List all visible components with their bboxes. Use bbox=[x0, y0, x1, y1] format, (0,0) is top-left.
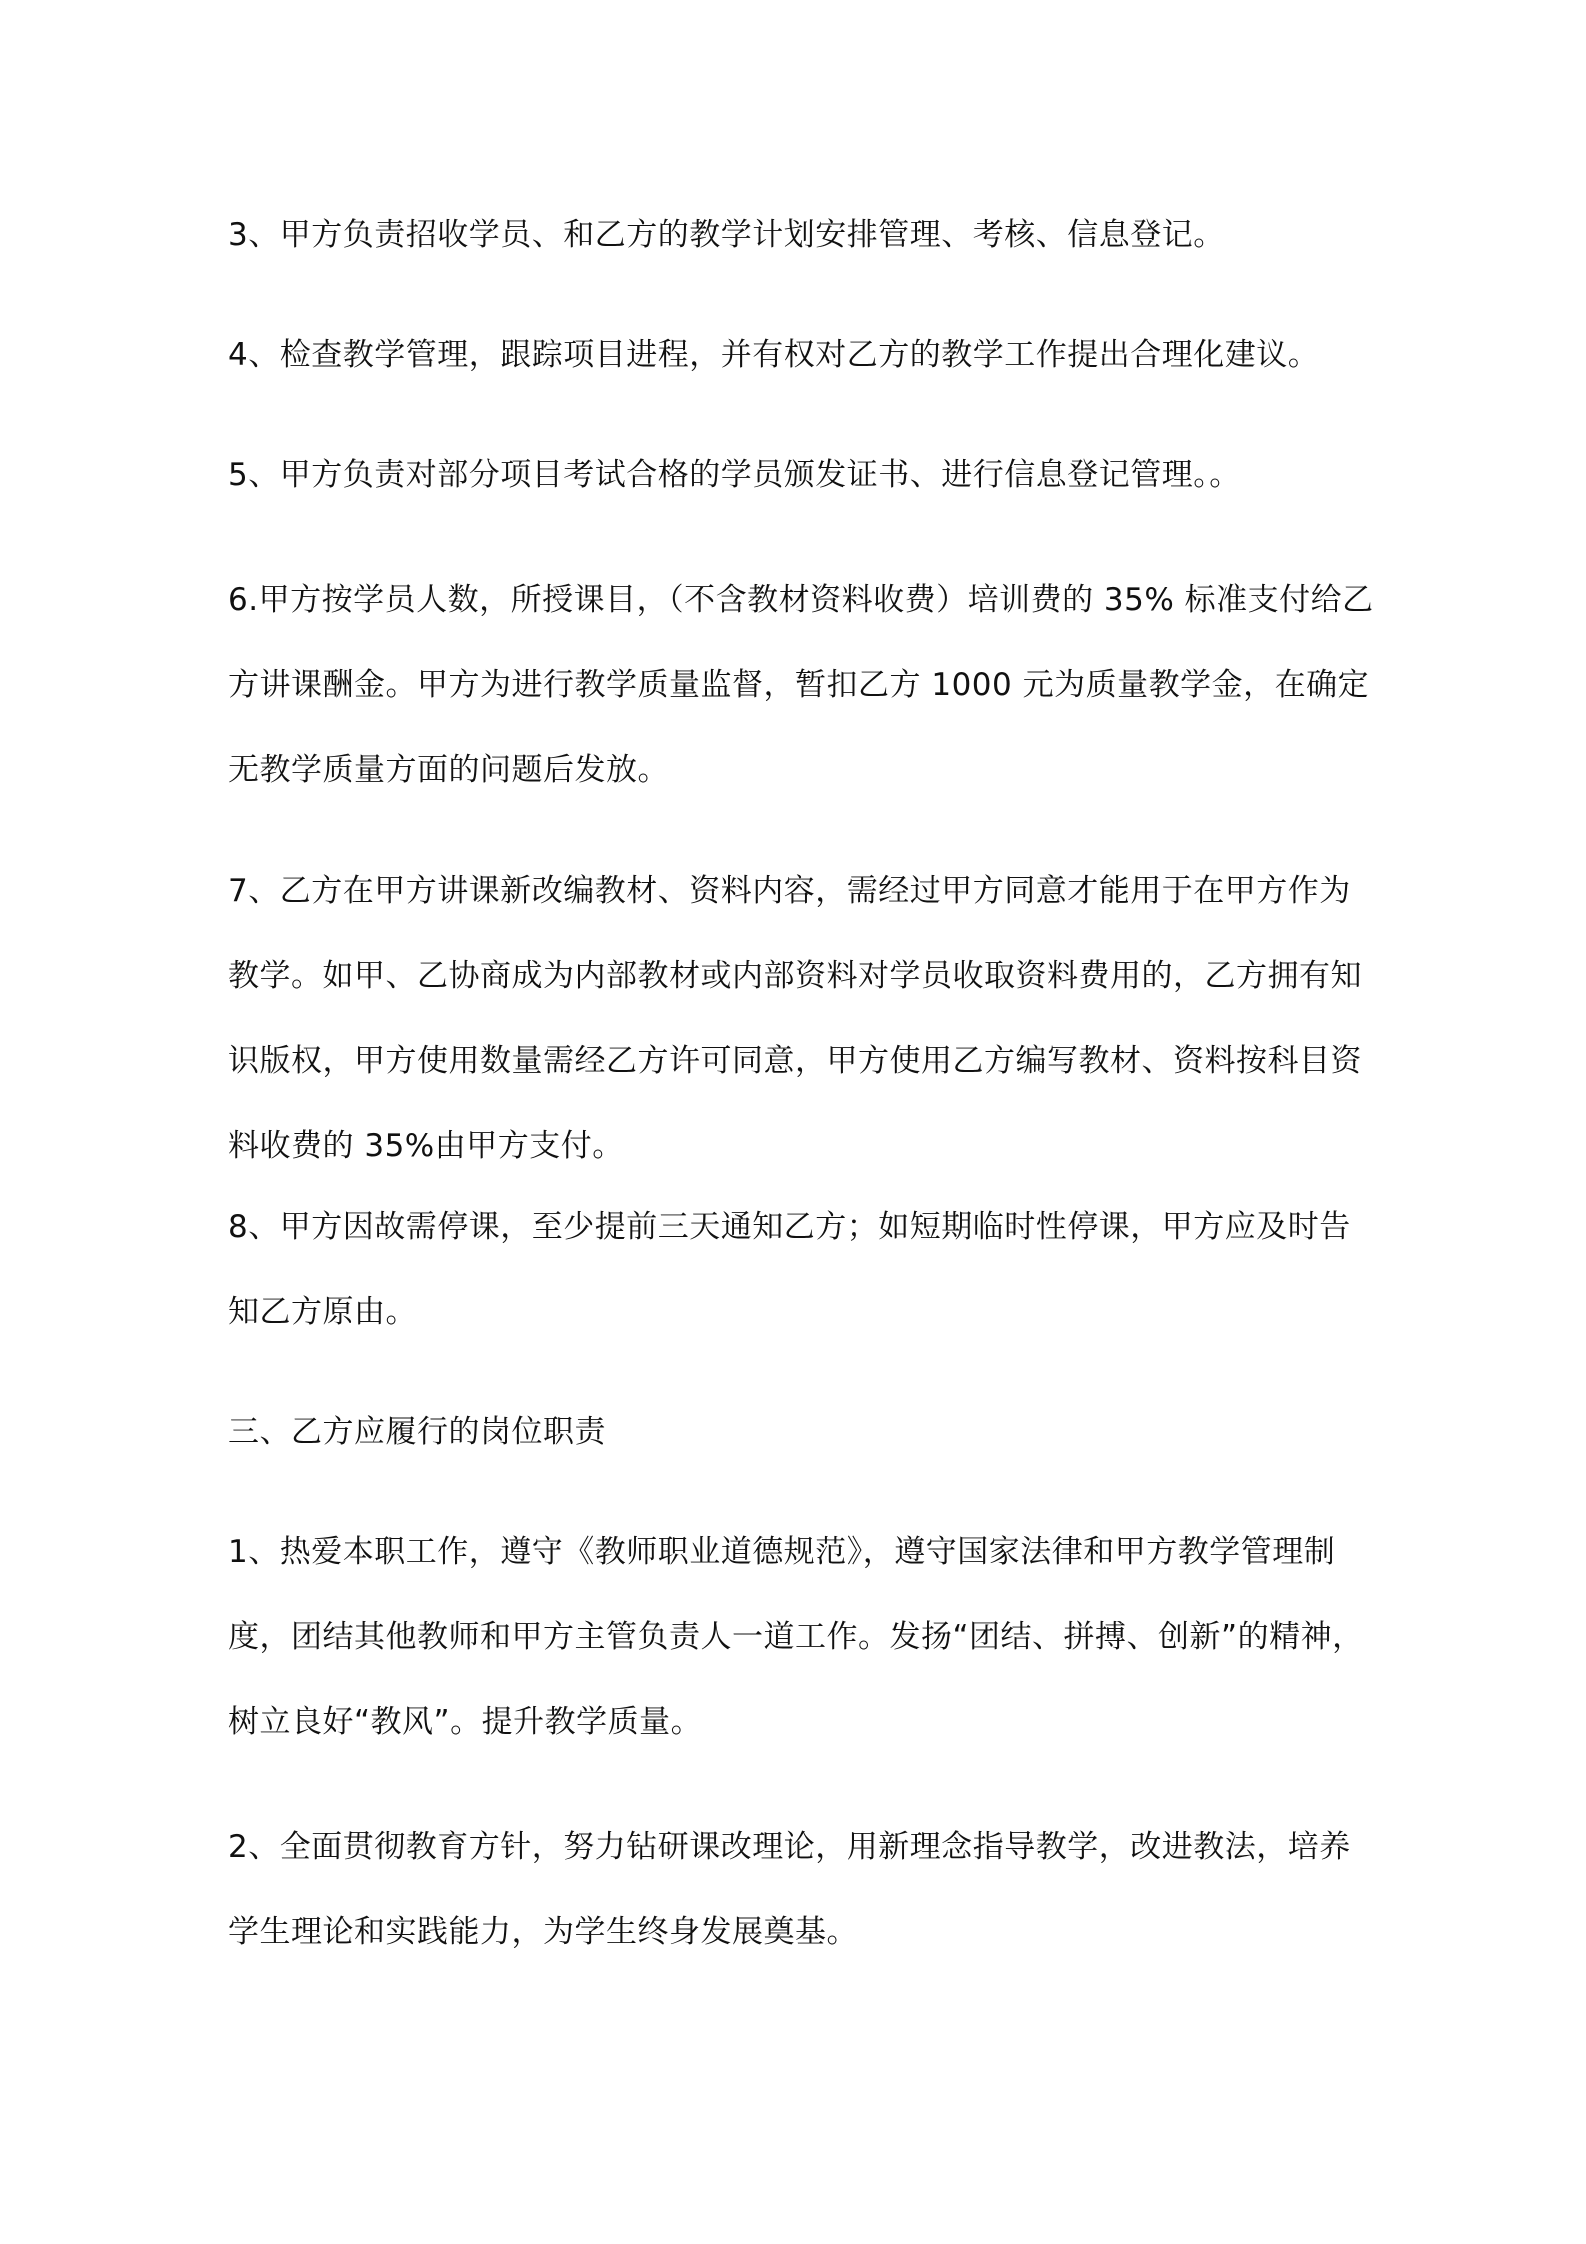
paragraph-clause-5: 5、甲方负责对部分项目考试合格的学员颁发证书、进行信息登记管理。。 bbox=[228, 457, 1241, 493]
paragraph-clause-8: 8、甲方因故需停课，至少提前三天通知乙方；如短期临时性停课，甲方应及时告知乙方原由。 bbox=[228, 1209, 1351, 1330]
paragraph-clause-6: 6.甲方按学员人数，所授课目，（不含教材资料收费）培训费的 35% 标准支付给乙方讲课酬金。甲方为进行教学质量监督，暂扣乙方 1000 元为质量教学金，在确定无教学质量方面的问题后发放。 bbox=[228, 582, 1374, 788]
paragraph-duty-1: 1、热爱本职工作，遵守《教师职业道德规范》，遵守国家法律和甲方教学管理制度，团结其他教师和甲方主管负责人一道工作。发扬“团结、拼搏、创新”的精神，树立良好“教风”。提升教学质量。 bbox=[228, 1534, 1364, 1740]
paragraph-clause-3: 3、甲方负责招收学员、和乙方的教学计划安排管理、考核、信息登记。 bbox=[228, 217, 1225, 253]
paragraph-clause-4: 4、检查教学管理，跟踪项目进程，并有权对乙方的教学工作提出合理化建议。 bbox=[228, 337, 1320, 373]
section-heading-3: 三、乙方应履行的岗位职责 bbox=[228, 1414, 606, 1450]
paragraph-clause-7: 7、乙方在甲方讲课新改编教材、资料内容，需经过甲方同意才能用于在甲方作为教学。如甲、乙协商成为内部教材或内部资料对学员收取资料费用的，乙方拥有知识版权，甲方使用数量需经乙方许可同意，甲方使用乙方编写教材、资料按科目资料收费的 35%由甲方支付。 bbox=[228, 873, 1362, 1164]
paragraph-duty-2: 2、全面贯彻教育方针，努力钻研课改理论，用新理念指导教学，改进教法，培养学生理论和实践能力，为学生终身发展奠基。 bbox=[228, 1829, 1351, 1950]
